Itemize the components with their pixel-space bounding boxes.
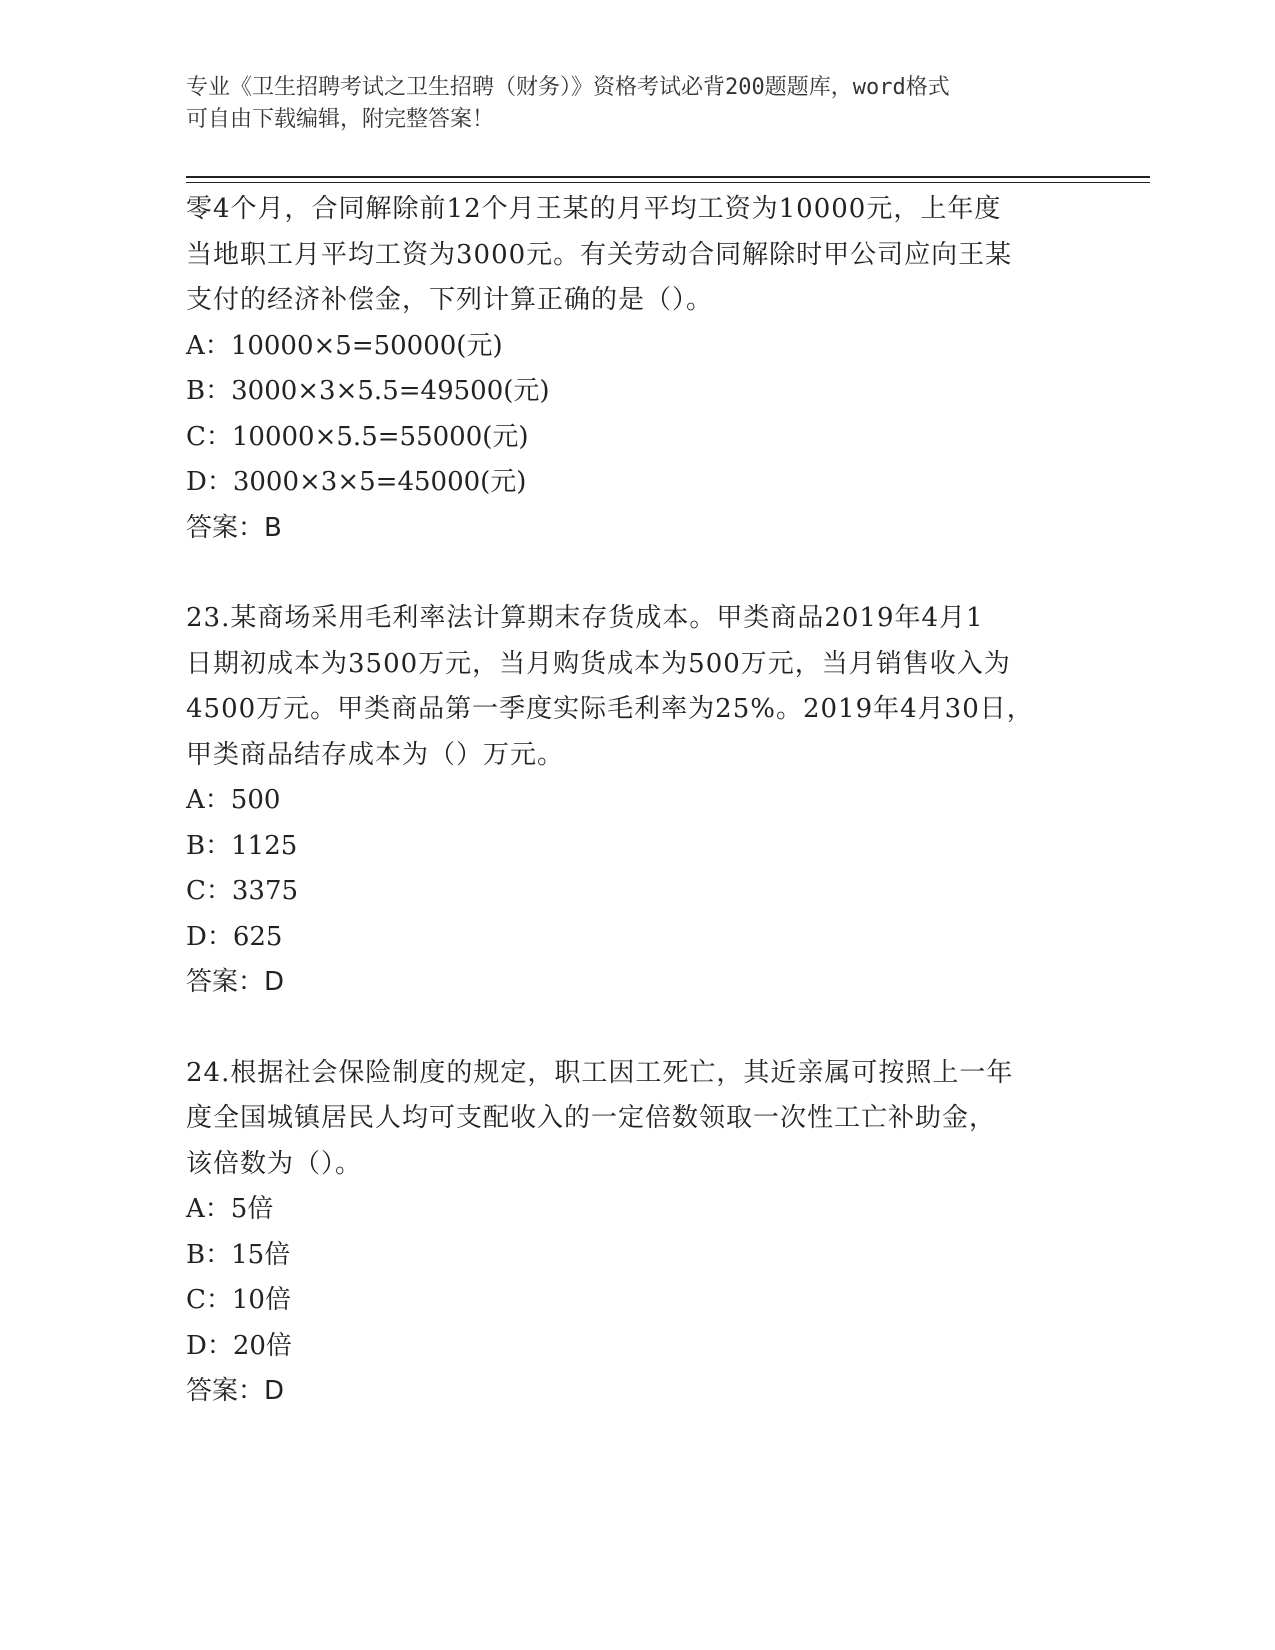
question-22-option-a: A：10000×5=50000(元) [186, 330, 503, 361]
question-23-line-2: 日期初成本为3500万元，当月购货成本为500万元，当月销售收入为 [186, 648, 1011, 679]
question-23-option-b: B：1125 [186, 830, 298, 861]
question-22 [186, 187, 1086, 551]
question-24-option-a: A：5倍 [186, 1194, 274, 1224]
question-23-line-3: 4500万元。甲类商品第一季度实际毛利率为25%。2019年4月30日， [186, 694, 1034, 724]
question-22-answer: 答案：B [186, 512, 282, 543]
header-line-2: 可自由下载编辑，附完整答案！ [186, 107, 495, 132]
header-divider-thin [186, 182, 1150, 183]
question-24-line-3: 该倍数为（）。 [186, 1148, 363, 1179]
question-list [186, 187, 1086, 1415]
page-header [186, 72, 1066, 136]
question-24-option-c: C：10倍 [186, 1285, 291, 1315]
question-22-option-c: C：10000×5.5=55000(元) [186, 421, 529, 452]
question-24-line-2: 度全国城镇居民人均可支配收入的一定倍数领取一次性工亡补助金， [186, 1103, 997, 1133]
header-line-1: 专业《卫生招聘考试之卫生招聘（财务）》资格考试必背200题题库，word格式 [186, 75, 950, 100]
question-23-option-c: C：3375 [186, 876, 299, 906]
question-23-option-a: A：500 [186, 785, 281, 815]
question-22-option-d: D：3000×3×5=45000(元) [186, 467, 527, 497]
header-divider-thick [186, 176, 1150, 178]
spacer [186, 551, 1086, 596]
question-24-option-b: B：15倍 [186, 1239, 291, 1270]
question-23-line-1: 23.某商场采用毛利率法计算期末存货成本。甲类商品2019年4月1 [186, 603, 984, 633]
question-23-option-d: D：625 [186, 921, 283, 952]
question-22-line-2: 当地职工月平均工资为3000元。有关劳动合同解除时甲公司应向王某 [186, 239, 1013, 270]
question-23-line-4: 甲类商品结存成本为（）万元。 [186, 739, 565, 770]
question-22-line-1: 零4个月，合同解除前12个月王某的月平均工资为10000元，上年度 [186, 194, 1002, 224]
question-24-option-d: D：20倍 [186, 1330, 292, 1361]
question-23-answer: 答案：D [186, 967, 285, 997]
question-24-line-1: 24.根据社会保险制度的规定，职工因工死亡，其近亲属可按照上一年 [186, 1057, 1014, 1088]
question-22-option-b: B：3000×3×5.5=49500(元) [186, 376, 550, 406]
question-24 [186, 1051, 1086, 1415]
question-22-line-3: 支付的经济补偿金，下列计算正确的是（）。 [186, 285, 714, 315]
question-23 [186, 596, 1086, 1006]
question-24-answer: 答案：D [186, 1376, 285, 1406]
spacer [186, 1006, 1086, 1051]
